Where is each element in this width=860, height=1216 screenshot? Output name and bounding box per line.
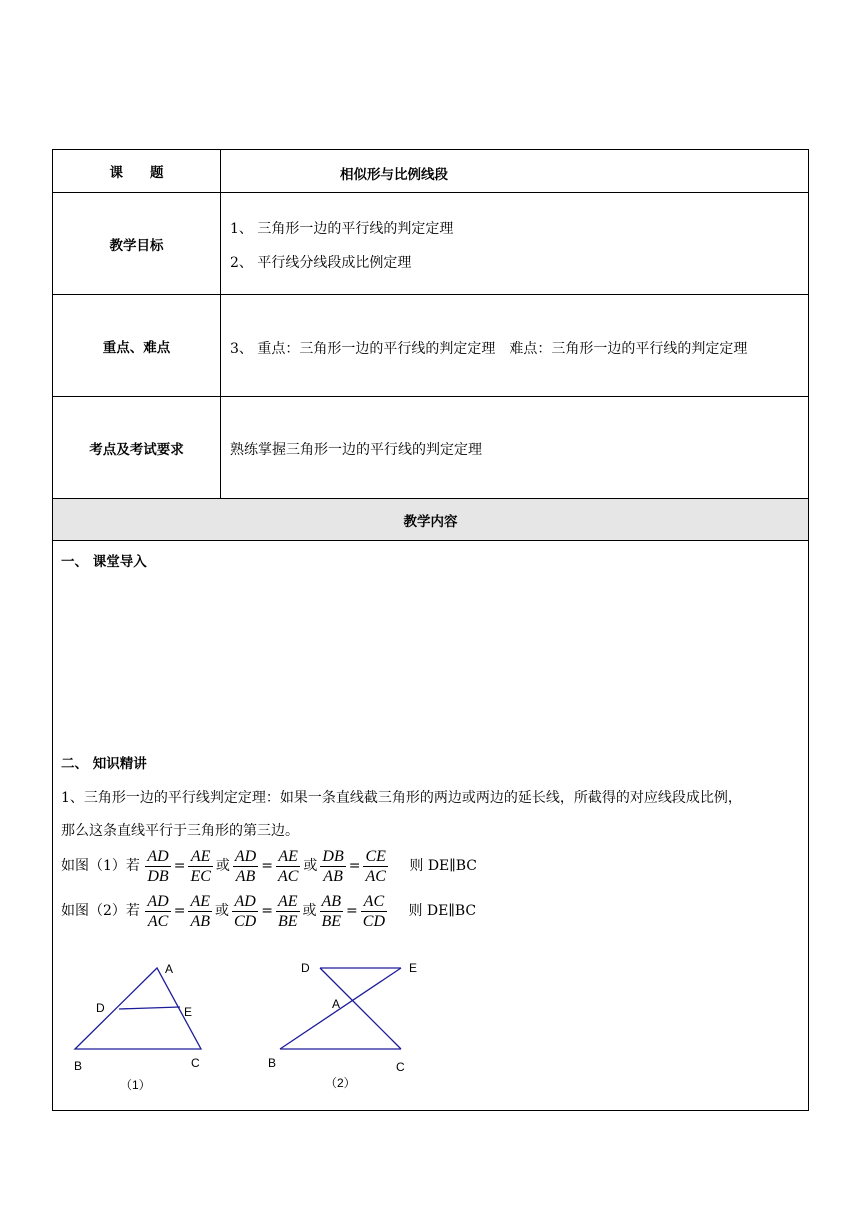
fraction: $\frac{AE}{AB}$ (190, 892, 210, 930)
objective-item: 2、 平行线分线段成比例定理 (230, 255, 412, 271)
fraction: $\frac{AE}{EC}$ (190, 847, 211, 885)
fraction: $\frac{AD}{AB}$ (234, 847, 257, 885)
objectives-label: 教学目标 (53, 193, 221, 294)
point-label-e: E (184, 1005, 193, 1019)
point-label-b: B (268, 1056, 277, 1070)
conclusion-text: 则 DE∥BC (409, 858, 477, 874)
exam-label: 考点及考试要求 (53, 397, 221, 498)
point-label-d: D (96, 1001, 105, 1015)
theorem-line-2: 那么这条直线平行于三角形的第三边。 (61, 823, 299, 839)
section-heading-intro: 一、 课堂导入 (61, 554, 147, 570)
keypoints-label: 重点、难点 (53, 295, 221, 396)
fraction: $\frac{AD}{CD}$ (233, 892, 257, 930)
figure-2 (280, 968, 401, 1049)
fraction: $\frac{AC}{CD}$ (362, 892, 386, 930)
fraction: $\frac{CE}{AC}$ (365, 847, 386, 885)
point-label-e: E (409, 961, 418, 975)
topic-value: 相似形与比例线段 (340, 167, 448, 183)
conclusion-text: 则 DE∥BC (408, 903, 477, 919)
equation-figure-2: 如图（2）若 $\frac{AD}{AC}$ = $\frac{AE}{AB}$ 或 $\frac{AD}{CD}$ = $\frac{AE}{BE}$ 或 $\frac{AB}{BE}$ = $\frac{AC}{CD}$ 则 DE∥BC (61, 892, 477, 930)
theorem-line-1: 1、三角形一边的平行线判定定理：如果一条直线截三角形的两边或两边的延长线，所截得的对应线段成比例， (61, 790, 742, 806)
exam-text: 熟练掌握三角形一边的平行线的判定定理 (230, 442, 482, 458)
segment-de (119, 1007, 180, 1009)
fraction: $\frac{AE}{BE}$ (277, 892, 298, 930)
content-header-title: 教学内容 (403, 513, 458, 530)
point-label-c: C (396, 1060, 405, 1074)
objective-item: 1、 三角形一边的平行线的判定定理 (230, 221, 454, 237)
point-label-b: B (74, 1059, 83, 1073)
equation-figure-1: 如图（1）若 $\frac{AD}{DB}$ = $\frac{AE}{EC}$ 或 $\frac{AD}{AB}$ = $\frac{AE}{AC}$ 或 $\frac{DB}{AB}$ = $\frac{CE}{AC}$ 则 DE∥BC (61, 847, 477, 885)
fraction: $\frac{AD}{AC}$ (147, 892, 169, 930)
figure-caption-2: （2） (325, 1076, 356, 1090)
point-label-a: A (332, 997, 341, 1011)
figure-1 (75, 968, 201, 1049)
point-label-d: D (301, 961, 310, 975)
fraction: $\frac{AE}{AC}$ (277, 847, 299, 885)
fraction: $\frac{DB}{AB}$ (322, 847, 344, 885)
keypoints-text: 3、 重点：三角形一边的平行线的判定定理 难点：三角形一边的平行线的判定定理 (230, 341, 748, 357)
topic-label: 课 题 (53, 150, 221, 192)
fraction: $\frac{AB}{BE}$ (321, 892, 342, 930)
point-label-a: A (165, 962, 174, 976)
segment-eb (280, 968, 401, 1049)
fraction: $\frac{AD}{DB}$ (147, 847, 169, 885)
figure-caption-1: （1） (120, 1078, 151, 1092)
section-heading-knowledge: 二、 知识精讲 (61, 756, 147, 772)
point-label-c: C (191, 1056, 200, 1070)
